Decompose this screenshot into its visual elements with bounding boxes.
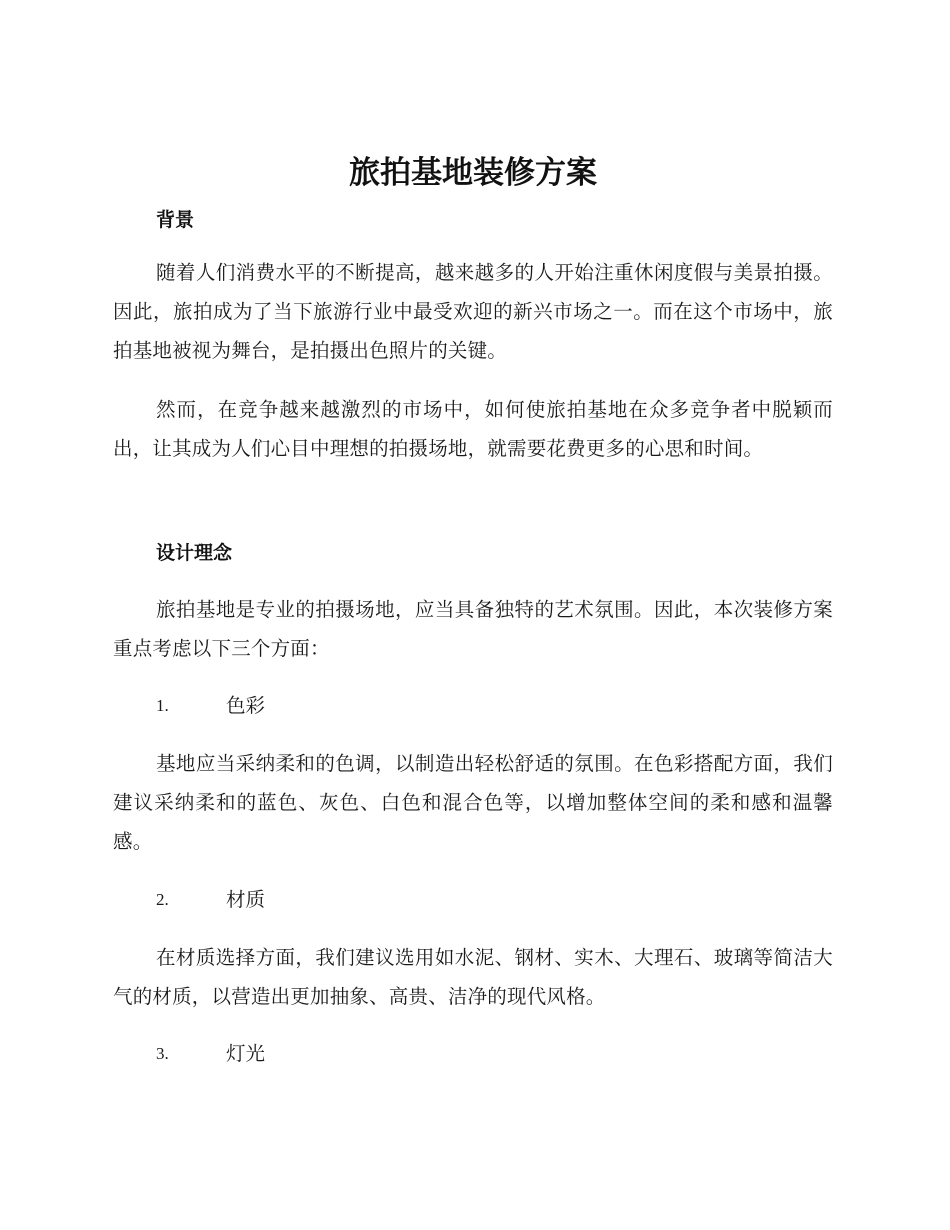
list-item-lighting [156, 1040, 265, 1068]
section-heading-design-concept: 设计理念 [156, 542, 233, 564]
list-label: 材质 [226, 888, 266, 911]
material-paragraph: 在材质选择方面，我们建议选用如水泥、钢材、实木、大理石、玻璃等简洁大气的材质，以营造出更加抽象、高贵、洁净的现代风格。 [113, 946, 833, 1008]
background-paragraph-1: 随着人们消费水平的不断提高，越来越多的人开始注重休闲度假与美景拍摄。因此，旅拍成为了当下旅游行业中最受欢迎的新兴市场之一。而在这个市场中，旅拍基地被视为舞台，是拍摄出色照片的关键。 [113, 261, 833, 362]
list-item-color [156, 692, 265, 720]
list-number: 2. [156, 890, 169, 909]
document-title: 旅拍基地装修方案 [349, 155, 597, 191]
list-label: 色彩 [226, 694, 266, 717]
list-label: 灯光 [226, 1042, 266, 1065]
background-paragraph-2: 然而，在竞争越来越激烈的市场中，如何使旅拍基地在众多竞争者中脱颖而出，让其成为人们心目中理想的拍摄场地，就需要花费更多的心思和时间。 [113, 398, 833, 460]
document-page [113, 0, 833, 1230]
color-paragraph: 基地应当采纳柔和的色调，以制造出轻松舒适的氛围。在色彩搭配方面，我们建议采纳柔和的蓝色、灰色、白色和混合色等，以增加整体空间的柔和感和温馨感。 [113, 752, 833, 853]
design-concept-intro: 旅拍基地是专业的拍摄场地，应当具备独特的艺术氛围。因此，本次装修方案重点考虑以下三个方面： [113, 598, 833, 660]
section-heading-background: 背景 [156, 209, 195, 231]
list-number: 1. [156, 696, 169, 715]
list-item-material [156, 886, 265, 914]
list-number: 3. [156, 1044, 169, 1063]
